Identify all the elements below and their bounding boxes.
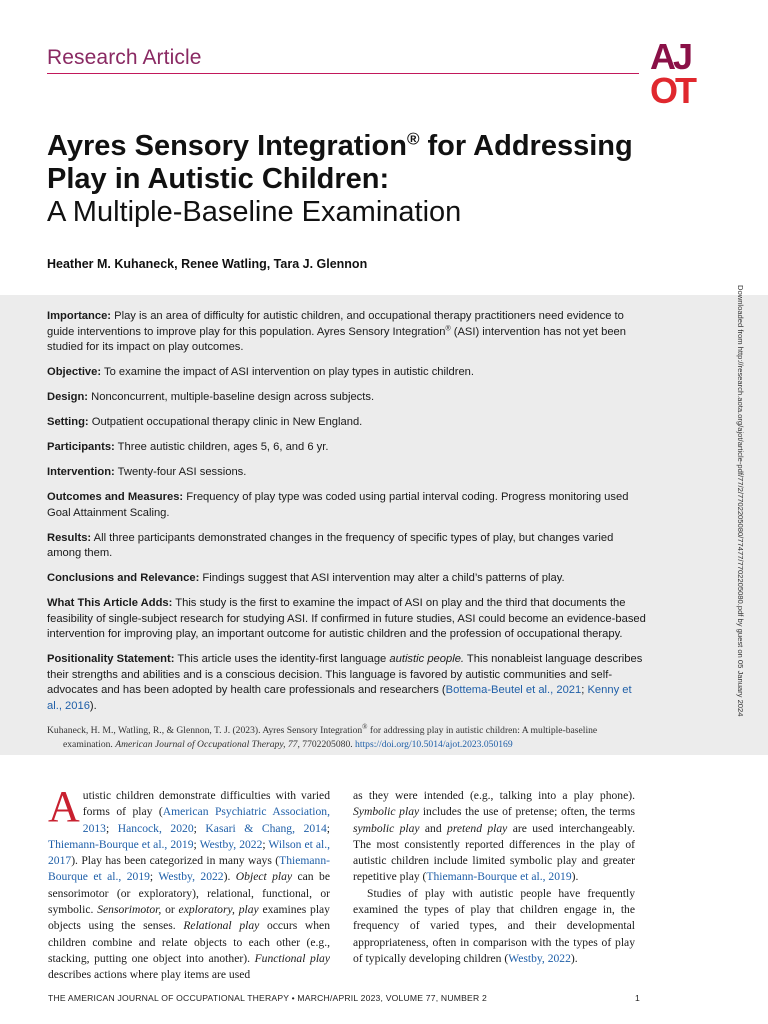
abstract-importance bbox=[47, 309, 647, 356]
body-text: Studies of play with autistic people have frequently examined the types of play that children engage in, the frequency of varied types, and their developmental appropriateness, often in comparison with the types of play of typically developing children ( bbox=[353, 886, 635, 965]
reference-link[interactable]: Thiemann-Bourque et al., 2019 bbox=[426, 870, 572, 884]
body-text: ). bbox=[570, 951, 578, 965]
body-text: are used interchangeably. The most consistently reported differences in the play of autistic children include limited symbolic play and greater repetitive play ( bbox=[353, 821, 635, 884]
reference-link[interactable]: Thiemann-Bourque et al., 2019 bbox=[48, 837, 194, 851]
abstract-box bbox=[0, 295, 768, 755]
body-text: ; bbox=[105, 821, 118, 835]
citation-line1-b: for addressing play in autistic children: A multiple-baseline bbox=[367, 724, 598, 736]
text-positionality-a: This article uses the identity-first language bbox=[174, 653, 390, 665]
body-text: as they were intended (e.g., talking into a play phone). bbox=[353, 789, 635, 802]
body-text: ; bbox=[193, 821, 206, 835]
body-text: ). Play has been categorized in many ways ( bbox=[71, 854, 280, 868]
label-conclusions: Conclusions and Relevance: bbox=[47, 572, 200, 584]
ref-link-kenny[interactable]: Kenny et al., 2016 bbox=[47, 684, 632, 712]
reference-link[interactable]: Kasari & Chang, 2014 bbox=[205, 821, 327, 835]
italic-term: pretend play bbox=[447, 821, 508, 835]
reference-link[interactable]: Wilson et al., 2017 bbox=[48, 837, 330, 868]
body-text: can be sensorimotor (or exploratory), relational, functional, or symbolic. bbox=[48, 870, 330, 917]
abstract-intervention bbox=[47, 465, 647, 481]
importance-reg: ® bbox=[445, 324, 451, 332]
logo-top: AJ bbox=[650, 36, 691, 77]
label-adds: What This Article Adds: bbox=[47, 597, 173, 609]
label-objective: Objective: bbox=[47, 366, 102, 378]
italic-term: Relational play bbox=[183, 919, 260, 933]
text-positionality-sep: ; bbox=[581, 684, 588, 696]
text-setting: Outpatient occupational therapy clinic in New England. bbox=[88, 416, 363, 428]
body-text: ). bbox=[571, 870, 579, 884]
italic-term: Sensorimotor, bbox=[97, 903, 162, 917]
label-design: Design: bbox=[47, 391, 89, 403]
text-positionality-end: ). bbox=[89, 699, 97, 712]
header-rule bbox=[47, 73, 639, 74]
citation-line2 bbox=[47, 738, 647, 752]
reference-link[interactable]: American Psychiatric Association, 2013 bbox=[82, 805, 330, 835]
body-text: utistic children demonstrate difficulties with varied forms of play ( bbox=[82, 789, 330, 819]
text-participants: Three autistic children, ages 5, 6, and 6 yr. bbox=[114, 441, 329, 453]
reference-link[interactable]: Westby, 2022 bbox=[199, 837, 263, 851]
abstract-objective bbox=[47, 365, 647, 381]
body-paragraph-3 bbox=[353, 886, 635, 967]
abstract-participants bbox=[47, 440, 647, 456]
text-adds: This study is the first to examine the impact of ASI on play and the third that documents the feasibility of single-subject research for studying ASI. If confirmed in future studies, ASI could become an evidence-based intervention for improving play, an important outcome for autistic children and the profession of occupational therapy. bbox=[47, 597, 646, 640]
label-positionality: Positionality Statement: bbox=[47, 653, 175, 665]
citation-line2-b: 7702205080. bbox=[299, 738, 356, 750]
citation-reg: ® bbox=[362, 722, 368, 731]
text-positionality-italic: autistic people. bbox=[389, 653, 465, 665]
italic-term: Symbolic play bbox=[353, 805, 420, 819]
section-label: Research Article bbox=[47, 46, 202, 69]
body-text: ; bbox=[193, 837, 200, 851]
footer-journal: THE AMERICAN JOURNAL OF OCCUPATIONAL THERAPY • MARCH/APRIL 2023, VOLUME 77, NUMBER 2 bbox=[48, 993, 487, 1003]
ref-link-bottema[interactable]: Bottema-Beutel et al., 2021 bbox=[445, 684, 582, 696]
abstract-design bbox=[47, 390, 647, 406]
label-importance: Importance: bbox=[47, 310, 112, 322]
reference-link[interactable]: Thiemann-Bourque et al., 2019 bbox=[48, 854, 330, 884]
drop-cap: A bbox=[48, 782, 80, 831]
body-column-right bbox=[353, 788, 635, 967]
title-reg: ® bbox=[406, 129, 420, 149]
body-text: ). bbox=[223, 870, 236, 884]
authors: Heather M. Kuhaneck, Renee Watling, Tara J. Glennon bbox=[47, 257, 368, 271]
download-note bbox=[733, 285, 745, 760]
title-main-a: Ayres Sensory Integration bbox=[47, 130, 407, 162]
logo-bottom: OT bbox=[650, 70, 694, 111]
reference-link[interactable]: Westby, 2022 bbox=[158, 870, 224, 884]
text-importance-a: Play is an area of difficulty for autistic children, and occupational therapy practitioners need evidence to guide interventions to improve play for this population. Ayres Sensory Integration bbox=[47, 310, 624, 338]
article-subtitle: A Multiple-Baseline Examination bbox=[47, 196, 462, 228]
text-design: Nonconcurrent, multiple-baseline design across subjects. bbox=[88, 391, 375, 403]
text-importance-b: (ASI) intervention has not yet been studied for its impact on play outcomes. bbox=[47, 325, 626, 353]
citation-block bbox=[47, 724, 647, 752]
label-results: Results: bbox=[47, 531, 92, 544]
doi-link[interactable]: https://doi.org/10.5014/ajot.2023.050169 bbox=[355, 738, 513, 750]
reference-link[interactable]: Hancock, 2020 bbox=[117, 821, 194, 835]
title-main-b: for Addressing Play in Autistic Children: bbox=[47, 130, 633, 195]
abstract-adds bbox=[47, 596, 647, 643]
journal-logo bbox=[650, 36, 710, 112]
abstract-conclusions bbox=[47, 571, 647, 587]
abstract-outcomes bbox=[47, 490, 647, 521]
text-intervention: Twenty-four ASI sessions. bbox=[114, 466, 247, 478]
page-number: 1 bbox=[635, 993, 640, 1003]
article-title bbox=[47, 130, 647, 229]
abstract-results bbox=[47, 531, 647, 562]
citation-line2-a: examination. bbox=[63, 738, 116, 750]
text-objective: To examine the impact of ASI intervention on play types in autistic children. bbox=[101, 366, 475, 378]
body-paragraph-1 bbox=[48, 782, 330, 984]
abstract-positionality bbox=[47, 652, 647, 714]
page-footer bbox=[48, 993, 640, 1003]
body-text: ; bbox=[149, 870, 159, 884]
body-column-left bbox=[48, 782, 330, 984]
label-outcomes: Outcomes and Measures: bbox=[47, 491, 184, 503]
body-text: and bbox=[419, 821, 448, 835]
body-text: includes the use of pretense; often, the terms bbox=[419, 805, 635, 819]
body-text: describes actions where play items are used bbox=[48, 968, 251, 982]
text-results: All three participants demonstrated changes in the frequency of specific types of play, but changes varied among them. bbox=[47, 531, 614, 559]
label-participants: Participants: bbox=[47, 441, 115, 453]
abstract-content bbox=[47, 309, 647, 752]
italic-term: symbolic play bbox=[353, 821, 420, 835]
body-text: occurs when children combine and relate objects to each other (e.g., stacking, putting one object into another). bbox=[48, 919, 330, 965]
body-text: ; bbox=[326, 821, 330, 835]
text-positionality-b: This nonableist language describes their strengths and abilities and is a conscious decision. This language is favored by autistic communities and self-advocates and has been adopted by health care professionals and researchers ( bbox=[47, 653, 643, 696]
abstract-setting bbox=[47, 415, 647, 431]
body-text: or bbox=[161, 903, 179, 917]
download-note-text: Downloaded from http://research.aota.org/ajot/article-pdf/77/2/7702205080/77477/7702205080.pdf by guest on 05 January 2024 bbox=[736, 285, 745, 717]
citation-line1-a: Kuhaneck, H. M., Watling, R., & Glennon, T. J. (2023). Ayres Sensory Integration bbox=[47, 724, 363, 736]
italic-term: Object play bbox=[235, 870, 293, 884]
body-text: ; bbox=[262, 837, 269, 851]
citation-journal: American Journal of Occupational Therapy, 77, bbox=[115, 738, 300, 750]
label-intervention: Intervention: bbox=[47, 466, 115, 478]
body-text: examines play objects using the senses. bbox=[48, 903, 330, 933]
text-conclusions: Findings suggest that ASI intervention may alter a child’s patterns of play. bbox=[199, 572, 565, 584]
reference-link[interactable]: Westby, 2022 bbox=[508, 951, 571, 965]
italic-term: exploratory, play bbox=[178, 903, 259, 917]
text-outcomes: Frequency of play type was coded using partial interval coding. Progress monitoring used Goal Attainment Scaling. bbox=[47, 491, 629, 519]
italic-term: Functional play bbox=[254, 951, 330, 965]
body-paragraph-2 bbox=[353, 788, 635, 886]
label-setting: Setting: bbox=[47, 416, 89, 428]
